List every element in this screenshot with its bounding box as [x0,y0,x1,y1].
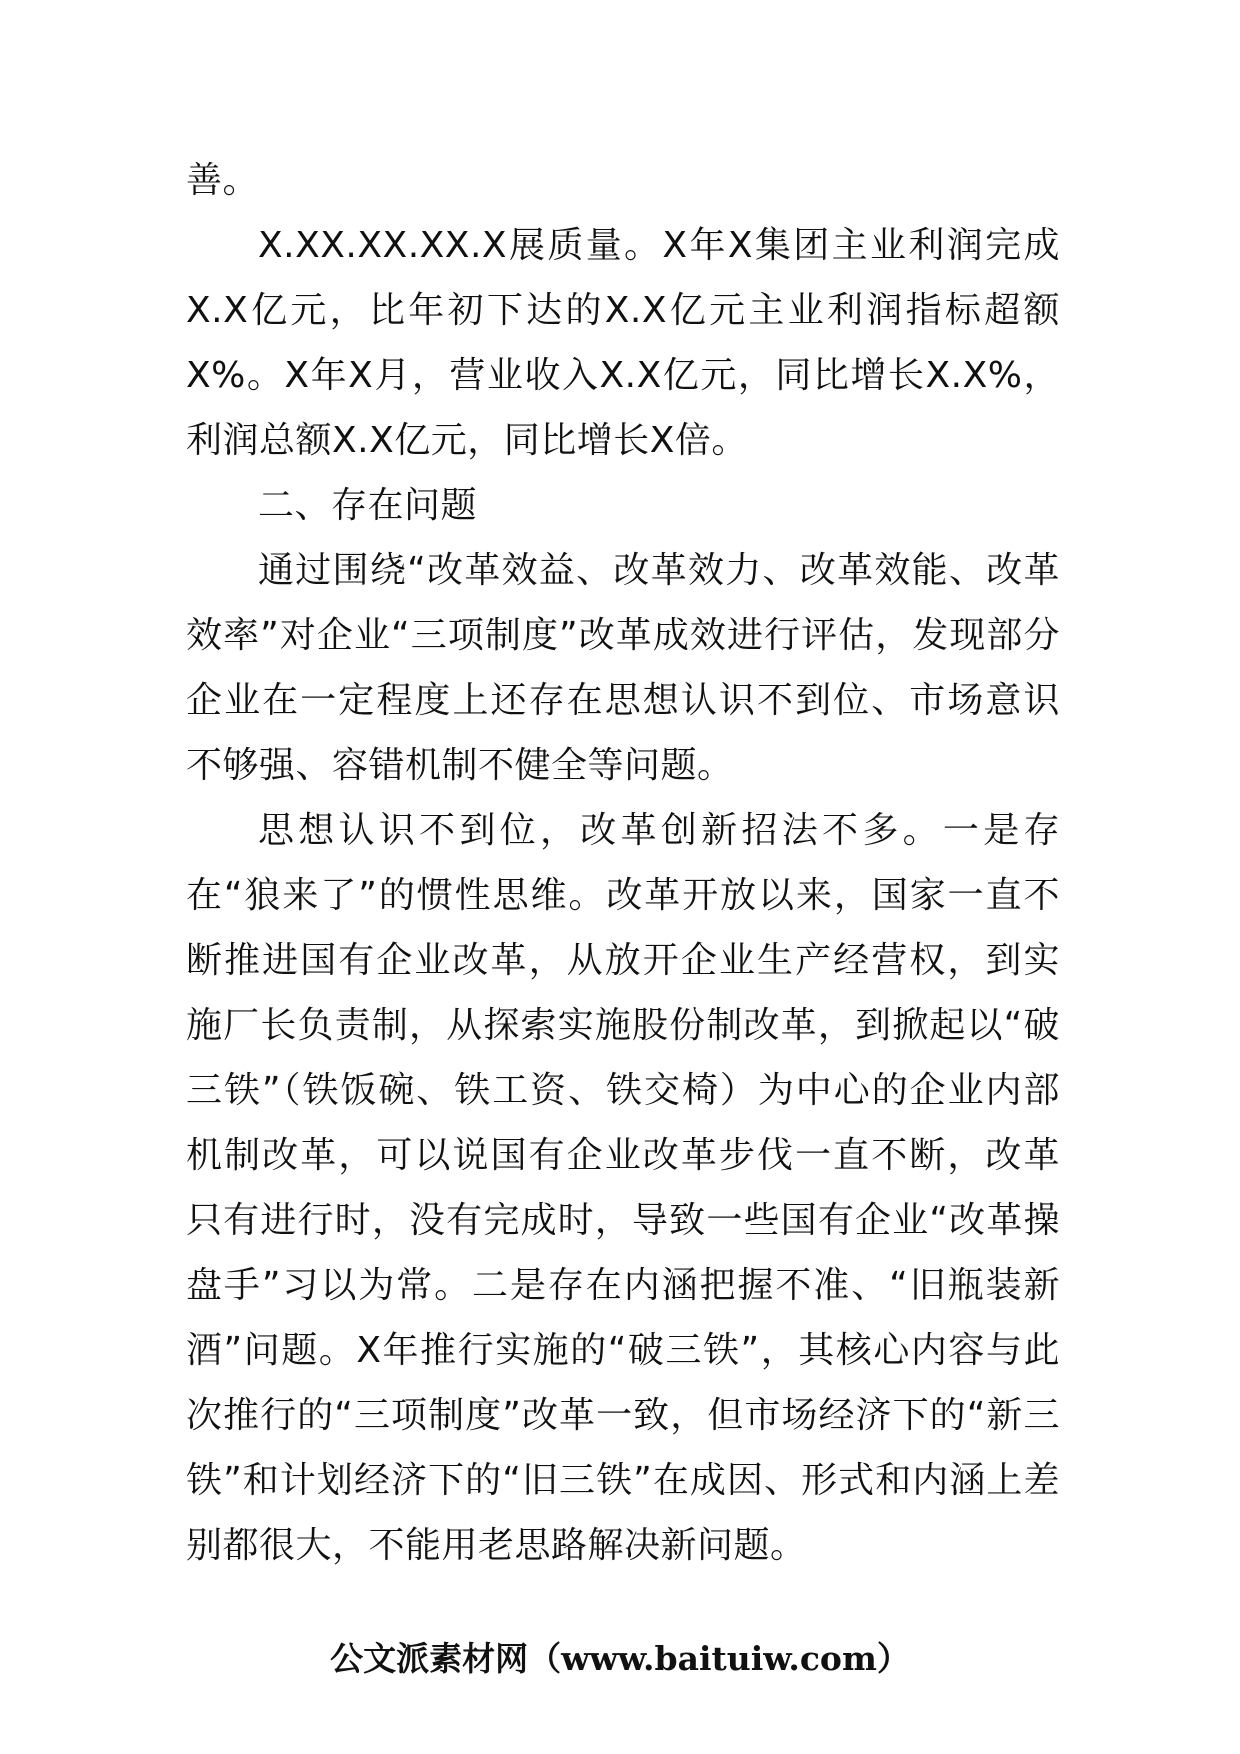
paragraph-profit-results: X.XX.XX.XX.X展质量。X年X集团主业利润完成X.X亿元，比年初下达的X.X亿元主业利润指标超额X%。X年X月，营业收入X.X亿元，同比增长X.X%，利润总额X.X亿元，同比增长X倍。 [186,225,1060,461]
footer-watermark: 公文派素材网（www.baituiw.com） [330,1639,910,1678]
paragraph-continuation: 善。 [186,160,260,201]
section-heading-problems: 二、存在问题 [258,485,478,526]
paragraph-thinking-issues: 思想认识不到位，改革创新招法不多。一是存在“狼来了”的惯性思维。改革开放以来，国家一直不断推进国有企业改革，从放开企业生产经营权，到实施厂长负责制，从探索实施股份制改革，到掀起以“破三铁”（铁饭碗、铁工资、铁交椅）为中心的企业内部机制改革，可以说国有企业改革步伐一直不断，改革只有进行时，没有完成时，导致一些国有企业“改革操盘手”习以为常。二是存在内涵把握不准、“旧瓶装新酒”问题。X年推行实施的“破三铁”，其核心内容与此次推行的“三项制度”改革一致，但市场经济下的“新三铁”和计划经济下的“旧三铁”在成因、形式和内涵上差别都很大，不能用老思路解决新问题。 [186,810,1060,1566]
paragraph-problems-summary: 通过围绕“改革效益、改革效力、改革效能、改革效率”对企业“三项制度”改革成效进行评估，发现部分企业在一定程度上还存在思想认识不到位、市场意识不够强、容错机制不健全等问题。 [186,550,1060,786]
document-body [186,148,1060,1578]
